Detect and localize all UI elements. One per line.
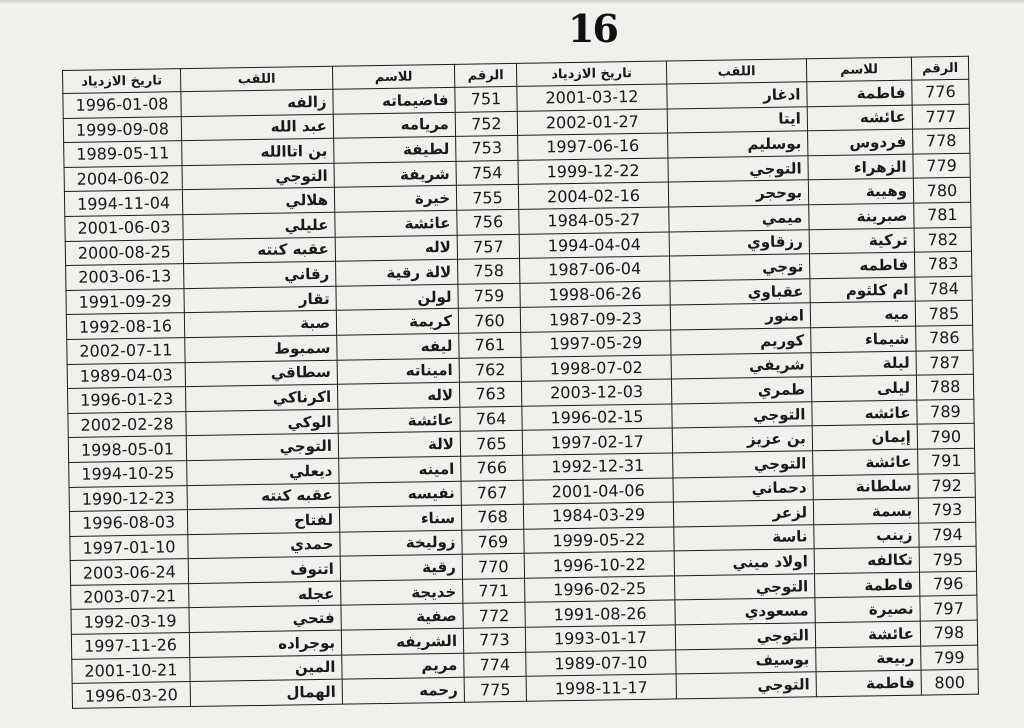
cell-surname-left: الوكي <box>186 409 338 436</box>
cell-name-right: عائشة <box>815 621 920 647</box>
header-surname-left: اللقب <box>180 66 332 91</box>
cell-name-right: ليلة <box>811 351 916 377</box>
register-sheet <box>62 56 979 709</box>
cell-number-right: 796 <box>919 571 976 596</box>
cell-name-left: لاله <box>335 235 457 262</box>
cell-name-right: فاطمة <box>815 572 920 598</box>
cell-surname-right: التوجي <box>672 401 812 428</box>
cell-number-right: 789 <box>917 399 974 424</box>
cell-number-left: 772 <box>463 603 525 629</box>
cell-surname-left: عقبه كنته <box>187 483 339 510</box>
cell-date-right: 1993-01-17 <box>525 625 675 652</box>
cell-date-left: 2002-07-11 <box>67 338 185 364</box>
cell-name-right: ميه <box>810 301 915 327</box>
cell-surname-right: شريفي <box>671 352 811 379</box>
cell-number-right: 799 <box>921 645 978 670</box>
cell-date-right: 2001-03-12 <box>517 84 667 111</box>
cell-surname-right: التوجي <box>675 623 815 650</box>
cell-number-right: 798 <box>920 620 977 645</box>
cell-name-left: عائشة <box>338 407 460 434</box>
cell-number-left: 754 <box>456 160 518 186</box>
cell-number-left: 759 <box>458 283 520 309</box>
cell-number-right: 782 <box>914 227 971 252</box>
cell-surname-left: بن اتاالله <box>182 138 334 165</box>
cell-name-right: ليلى <box>811 375 916 401</box>
cell-name-left: لولن <box>336 284 458 311</box>
cell-name-left: نفيسه <box>339 481 461 508</box>
cell-name-left: مريامه <box>333 112 455 139</box>
cell-number-left: 767 <box>461 480 523 506</box>
cell-date-left: 1997-01-10 <box>70 534 188 560</box>
cell-date-right: 1989-07-10 <box>526 650 676 677</box>
cell-number-left: 765 <box>460 431 522 457</box>
cell-name-right: الزهراء <box>808 154 913 180</box>
register-body <box>63 79 979 708</box>
scan-edge <box>0 0 1024 4</box>
cell-date-right: 1998-06-26 <box>520 281 670 308</box>
cell-surname-right: عقباوي <box>670 279 810 306</box>
cell-name-right: إيمان <box>812 424 917 450</box>
cell-surname-left: التوجي <box>186 434 338 461</box>
cell-name-right: عائشه <box>807 105 912 131</box>
cell-name-left: فاضيماته <box>333 87 455 114</box>
cell-surname-right: توجي <box>669 254 809 281</box>
cell-name-left: لطيفة <box>334 137 456 164</box>
cell-date-left: 2004-06-02 <box>64 165 182 191</box>
cell-surname-right: بوحجر <box>668 180 808 207</box>
cell-surname-left: عليلي <box>183 212 335 239</box>
cell-surname-right: ادغار <box>667 82 807 109</box>
cell-date-right: 1987-09-23 <box>520 305 670 332</box>
cell-number-right: 776 <box>912 79 969 104</box>
cell-name-left: امينه <box>339 456 461 483</box>
cell-name-left: زوليخة <box>340 530 462 557</box>
cell-number-right: 785 <box>915 301 972 326</box>
cell-name-right: شيماء <box>811 326 916 352</box>
cell-number-right: 783 <box>914 251 971 276</box>
cell-number-right: 786 <box>916 325 973 350</box>
cell-name-right: زينب <box>814 523 919 549</box>
cell-date-right: 2003-12-03 <box>521 379 671 406</box>
cell-name-left: سناء <box>339 505 461 532</box>
cell-surname-right: ايتا <box>667 106 807 133</box>
cell-name-right: فاطمة <box>807 80 912 106</box>
cell-date-left: 1998-05-01 <box>68 436 186 462</box>
cell-date-left: 1999-09-08 <box>63 116 181 142</box>
cell-surname-left: صبة <box>184 311 336 338</box>
cell-number-left: 751 <box>455 86 517 112</box>
cell-surname-right: طمري <box>671 377 811 404</box>
cell-date-right: 1998-07-02 <box>521 354 671 381</box>
cell-date-left: 1992-08-16 <box>66 313 184 339</box>
header-number-right: الرقم <box>911 56 968 80</box>
header-number-left: الرقم <box>454 63 516 87</box>
cell-date-left: 1996-08-03 <box>69 510 187 536</box>
cell-name-left: رحمه <box>342 678 464 705</box>
cell-name-left: خديجة <box>341 579 463 606</box>
cell-number-right: 781 <box>914 202 971 227</box>
cell-surname-left: زالفه <box>181 89 333 116</box>
cell-name-left: مريم <box>342 653 464 680</box>
cell-name-left: لالة رقية <box>336 259 458 286</box>
cell-surname-left: ديعلي <box>187 458 339 485</box>
cell-surname-left: هلالي <box>182 188 334 215</box>
cell-date-left: 1989-04-03 <box>67 362 185 388</box>
header-date-left: تاريخ الازدياد <box>63 69 181 94</box>
cell-number-left: 756 <box>457 209 519 235</box>
cell-name-right: ربيعة <box>816 646 921 672</box>
cell-name-left: صفية <box>341 604 463 631</box>
cell-surname-right: ميمي <box>669 205 809 232</box>
cell-date-left: 1990-12-23 <box>69 485 187 511</box>
cell-date-left: 1994-10-25 <box>69 460 187 486</box>
cell-number-left: 766 <box>461 455 523 481</box>
cell-name-right: سلطانة <box>813 474 918 500</box>
cell-surname-right: التوجي <box>676 672 816 699</box>
cell-date-right: 1997-02-17 <box>522 428 672 455</box>
cell-date-right: 1992-12-31 <box>523 453 673 480</box>
cell-number-left: 771 <box>463 578 525 604</box>
cell-number-right: 784 <box>915 276 972 301</box>
cell-date-right: 2002-01-27 <box>517 109 667 136</box>
cell-date-left: 1989-05-11 <box>64 141 182 167</box>
cell-name-left: اميناته <box>337 358 459 385</box>
cell-number-right: 791 <box>918 448 975 473</box>
cell-name-left: خيرة <box>334 186 456 213</box>
cell-number-left: 757 <box>457 234 519 260</box>
cell-number-right: 793 <box>918 497 975 522</box>
cell-surname-left: بوجراده <box>189 630 341 657</box>
cell-name-right: تركية <box>809 228 914 254</box>
cell-name-right: فردوس <box>808 129 913 155</box>
cell-name-right: بسمة <box>813 498 918 524</box>
cell-date-right: 1991-08-26 <box>525 600 675 627</box>
page-number: 16 <box>568 6 617 51</box>
cell-surname-right: لزعر <box>673 500 813 527</box>
cell-number-right: 792 <box>918 473 975 498</box>
cell-surname-left: التوجي <box>182 163 334 190</box>
cell-surname-left: اتنوف <box>188 556 340 583</box>
cell-surname-left: فتحي <box>189 606 341 633</box>
cell-number-right: 795 <box>919 546 976 571</box>
cell-date-right: 2001-04-06 <box>523 477 673 504</box>
cell-surname-right: رزقاوي <box>669 229 809 256</box>
cell-surname-right: بن عزيز <box>672 426 812 453</box>
cell-number-right: 788 <box>916 374 973 399</box>
cell-date-right: 1999-05-22 <box>524 527 674 554</box>
cell-date-left: 1997-11-26 <box>71 633 189 659</box>
cell-name-right: تكالفه <box>814 547 919 573</box>
cell-date-right: 1994-04-04 <box>519 232 669 259</box>
cell-date-right: 1987-06-04 <box>520 256 670 283</box>
cell-number-right: 779 <box>913 153 970 178</box>
cell-number-left: 764 <box>460 406 522 432</box>
cell-surname-right: بوسيف <box>676 647 816 674</box>
cell-date-left: 1992-03-19 <box>71 608 189 634</box>
cell-surname-right: اولاد ميني <box>674 549 814 576</box>
cell-date-right: 2004-02-16 <box>518 182 668 209</box>
header-name-left: للاسم <box>332 64 454 89</box>
cell-surname-left: رقاني <box>184 261 336 288</box>
cell-surname-left: عقبه كنته <box>183 237 335 264</box>
cell-date-right: 1998-11-17 <box>526 674 676 701</box>
cell-date-left: 1991-09-29 <box>66 288 184 314</box>
cell-surname-left: المين <box>190 655 342 682</box>
cell-name-left: شريفة <box>334 161 456 188</box>
header-date-right: تاريخ الازدياد <box>516 61 666 86</box>
header-name-right: للاسم <box>806 57 911 82</box>
cell-surname-left: حمدي <box>188 532 340 559</box>
cell-surname-right: مسعودي <box>675 598 815 625</box>
cell-number-left: 774 <box>464 652 526 678</box>
cell-name-right: ام كلثوم <box>810 277 915 303</box>
cell-date-right: 1997-05-29 <box>521 330 671 357</box>
cell-date-left: 2003-06-24 <box>70 559 188 585</box>
cell-name-left: لالة <box>338 432 460 459</box>
cell-surname-right: دحماني <box>673 475 813 502</box>
cell-surname-right: بوسليم <box>668 131 808 158</box>
cell-surname-right: ناسة <box>674 524 814 551</box>
cell-date-left: 2002-02-28 <box>68 411 186 437</box>
cell-date-right: 1996-02-15 <box>522 404 672 431</box>
cell-date-right: 1997-06-16 <box>518 133 668 160</box>
cell-date-left: 2003-06-13 <box>66 264 184 290</box>
cell-surname-right: التوجي <box>668 156 808 183</box>
cell-name-left: لاله <box>337 382 459 409</box>
cell-date-right: 1996-10-22 <box>524 551 674 578</box>
cell-number-right: 787 <box>916 350 973 375</box>
cell-date-left: 2001-06-03 <box>65 215 183 241</box>
cell-name-left: عائشة <box>335 210 457 237</box>
cell-surname-left: لفتاح <box>187 507 339 534</box>
cell-number-left: 755 <box>456 185 518 211</box>
cell-date-left: 1996-01-23 <box>68 387 186 413</box>
cell-number-left: 773 <box>463 627 525 653</box>
cell-date-right: 1984-03-29 <box>523 502 673 529</box>
cell-name-left: ليفه <box>337 333 459 360</box>
cell-surname-left: تقار <box>184 286 336 313</box>
cell-surname-left: عجله <box>189 581 341 608</box>
cell-name-right: عائشة <box>813 449 918 475</box>
cell-surname-right: التوجي <box>673 451 813 478</box>
cell-name-right: عائشه <box>812 400 917 426</box>
cell-name-right: فاطمه <box>809 252 914 278</box>
cell-name-left: رقية <box>340 555 462 582</box>
cell-number-left: 761 <box>459 332 521 358</box>
cell-surname-right: التوجي <box>675 574 815 601</box>
cell-number-left: 770 <box>462 554 524 580</box>
cell-number-left: 768 <box>461 504 523 530</box>
cell-number-left: 763 <box>459 381 521 407</box>
cell-name-right: صبرينة <box>809 203 914 229</box>
cell-name-right: فاطمة <box>816 670 921 696</box>
cell-name-left: الشريفه <box>341 628 463 655</box>
cell-date-left: 2001-10-21 <box>72 657 190 683</box>
cell-number-right: 777 <box>912 104 969 129</box>
cell-number-left: 775 <box>464 677 526 703</box>
cell-number-right: 780 <box>913 178 970 203</box>
cell-number-right: 790 <box>917 424 974 449</box>
cell-number-right: 800 <box>921 669 978 694</box>
cell-number-left: 752 <box>455 111 517 137</box>
cell-date-right: 1999-12-22 <box>518 158 668 185</box>
cell-number-left: 769 <box>462 529 524 555</box>
cell-date-right: 1996-02-25 <box>525 576 675 603</box>
register-table <box>62 56 979 709</box>
cell-surname-left: الهمال <box>190 679 342 706</box>
cell-number-left: 753 <box>456 136 518 162</box>
cell-date-left: 2000-08-25 <box>65 239 183 265</box>
cell-surname-left: سمبوط <box>185 335 337 362</box>
cell-name-right: وهيبة <box>808 179 913 205</box>
cell-number-right: 778 <box>913 128 970 153</box>
cell-surname-left: سطاقي <box>185 360 337 387</box>
cell-surname-right: امنور <box>670 303 810 330</box>
cell-surname-left: اكرناكي <box>185 384 337 411</box>
cell-date-left: 1996-01-08 <box>63 92 181 118</box>
cell-date-left: 2003-07-21 <box>71 583 189 609</box>
cell-number-left: 758 <box>458 258 520 284</box>
cell-number-left: 760 <box>458 308 520 334</box>
header-surname-right: اللقب <box>666 59 806 84</box>
cell-name-left: كريمة <box>336 309 458 336</box>
cell-date-left: 1994-11-04 <box>64 190 182 216</box>
cell-surname-left: عبد الله <box>181 114 333 141</box>
cell-number-left: 762 <box>459 357 521 383</box>
cell-surname-right: كوريم <box>671 328 811 355</box>
cell-date-right: 1984-05-27 <box>519 207 669 234</box>
cell-number-right: 797 <box>920 596 977 621</box>
cell-date-left: 1996-03-20 <box>72 682 190 708</box>
cell-name-right: نصيرة <box>815 597 920 623</box>
cell-number-right: 794 <box>919 522 976 547</box>
